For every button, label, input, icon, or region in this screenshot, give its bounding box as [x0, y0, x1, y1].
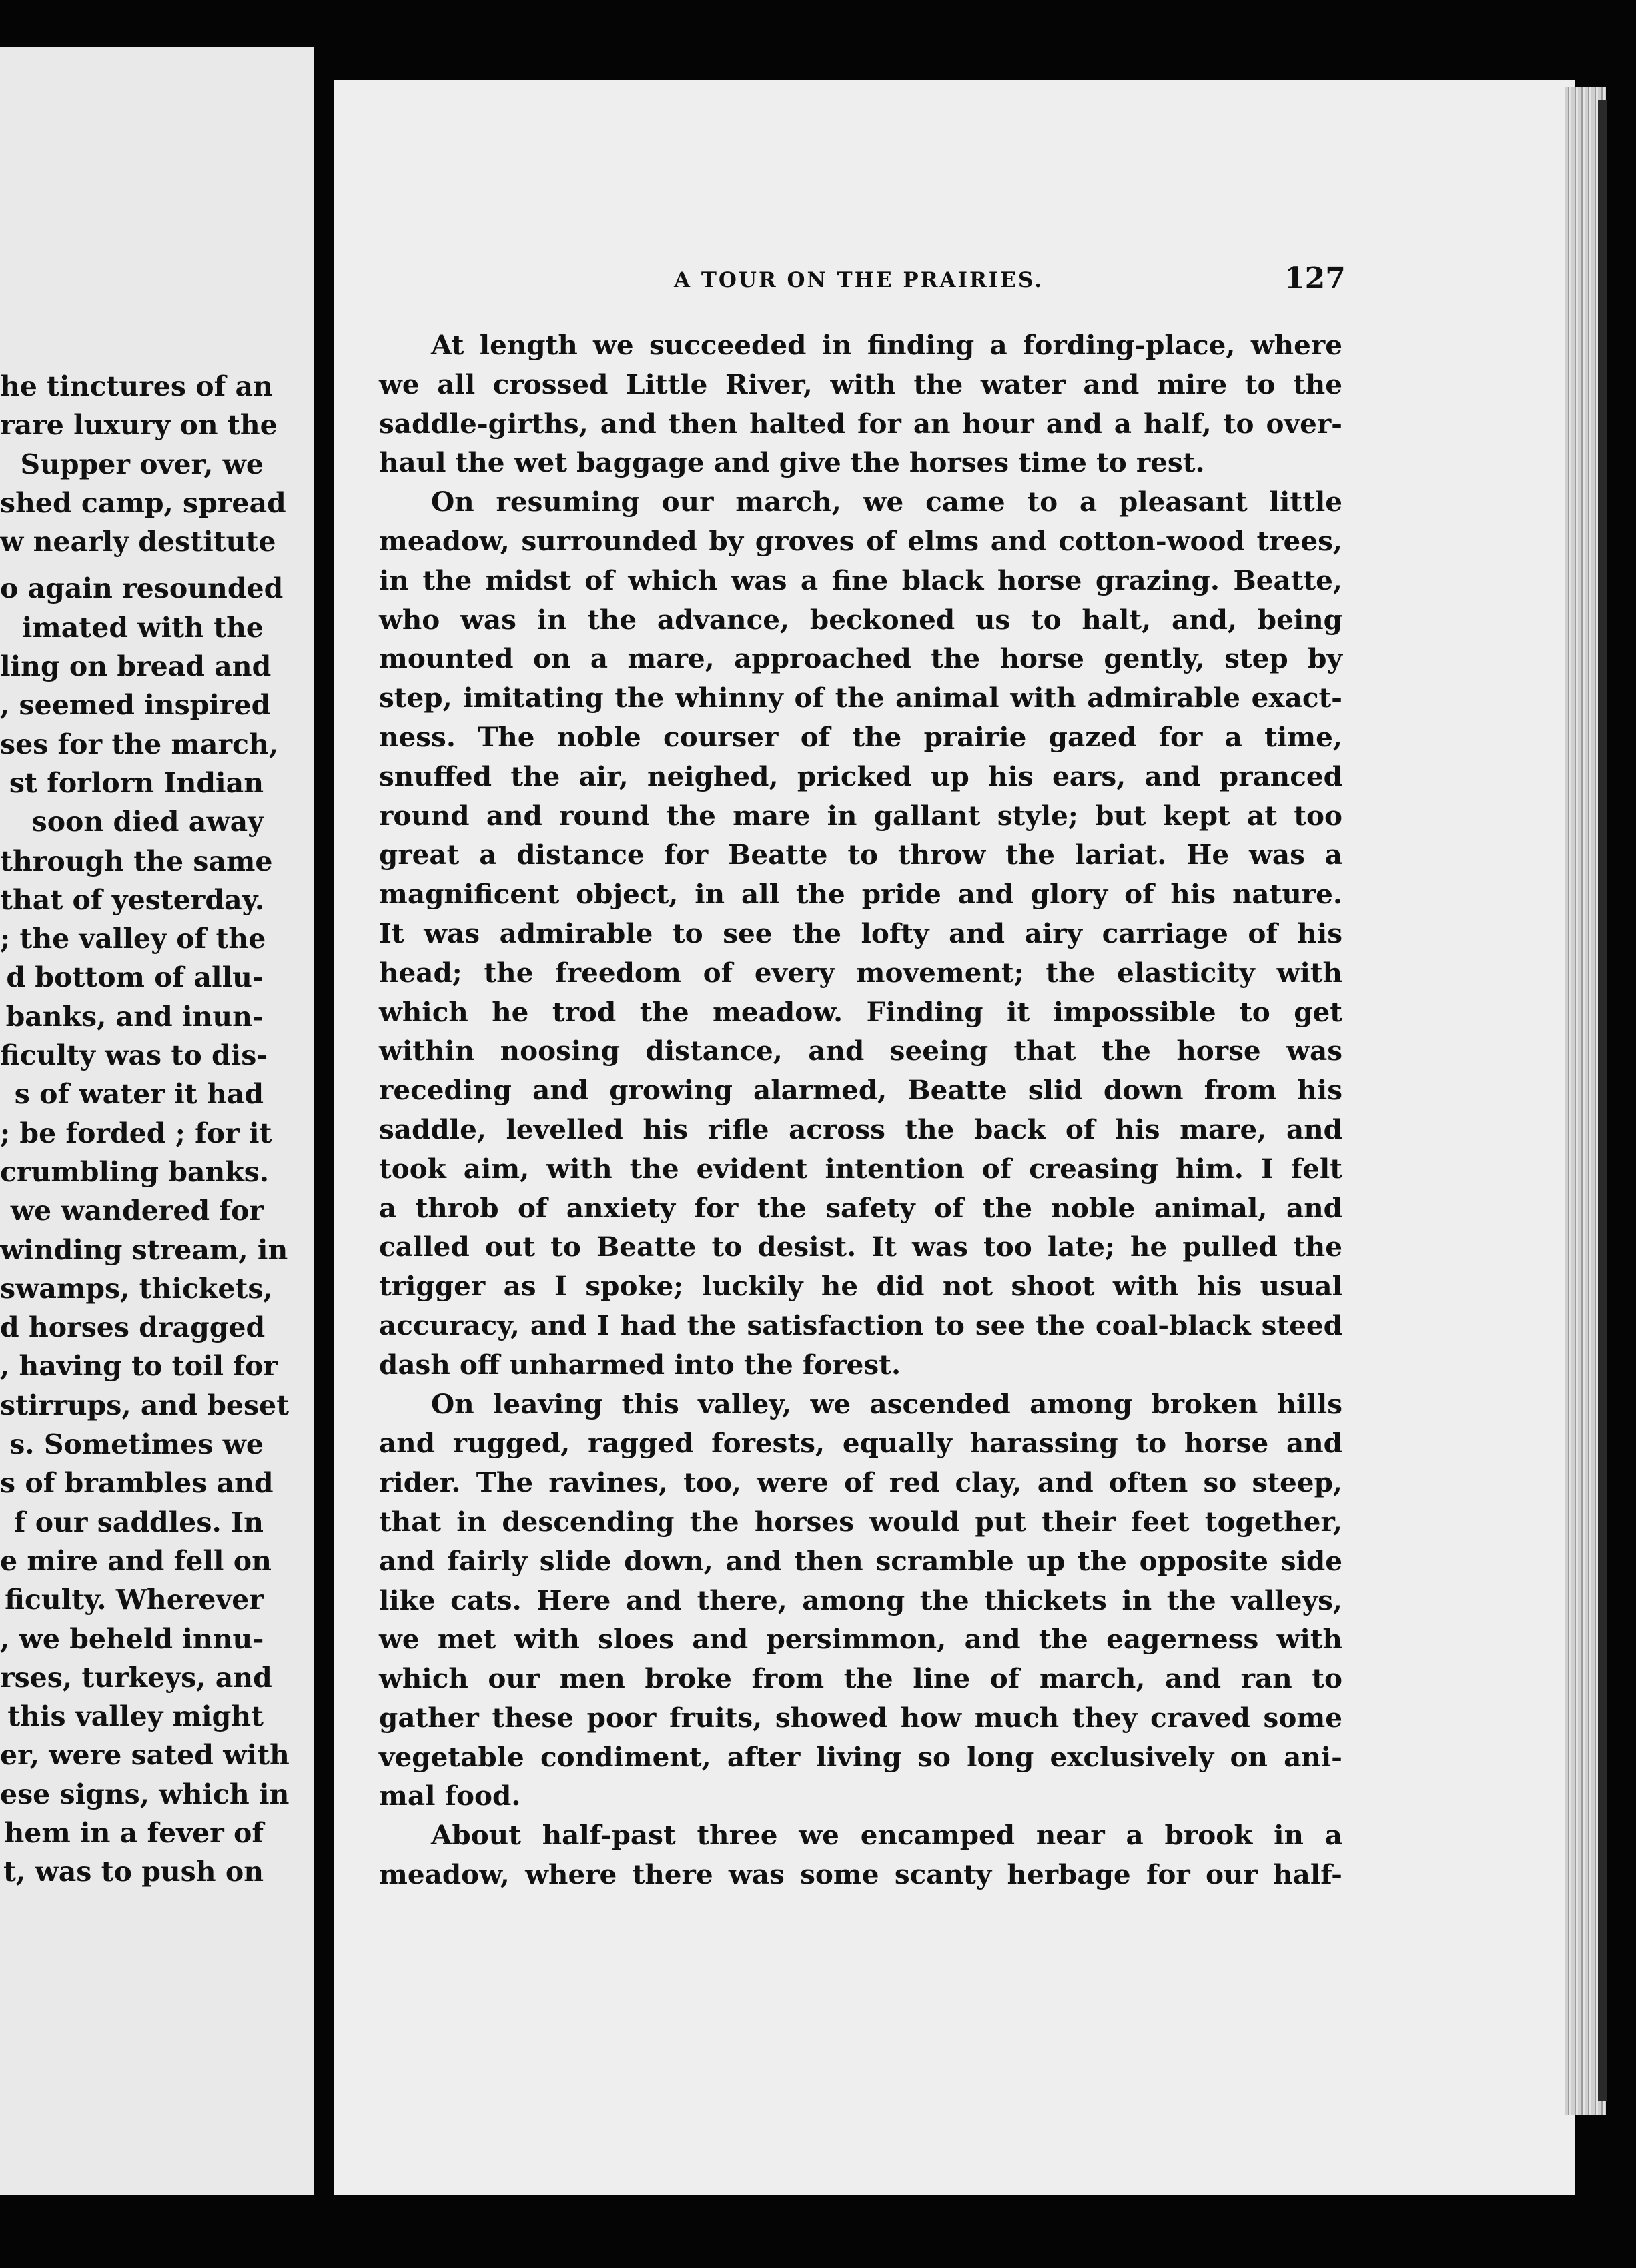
text-line: that of yesterday. [0, 883, 265, 916]
text-line: st forlorn Indian [9, 766, 264, 799]
text-line: w nearly destitute [0, 526, 276, 558]
text-line: he tinctures of an [0, 370, 273, 402]
text-line: rider. The ravines, too, were of red clay, and often so steep, [379, 1466, 1342, 1499]
text-line: round and round the mare in gallant style; but kept at too [379, 799, 1342, 832]
text-line: ; the valley of the [0, 923, 266, 955]
text-line: s. Sometimes we [9, 1428, 264, 1461]
text-line: hem in a fever of [4, 1816, 264, 1849]
text-line: and rugged, ragged forests, equally harassing to horse and [379, 1427, 1342, 1460]
text-line: saddle, levelled his rifle across the back of his mare, and [379, 1113, 1342, 1145]
text-line: er, were sated with [0, 1739, 290, 1772]
text-line: within noosing distance, and seeing that the horse was [379, 1035, 1342, 1067]
text-line: who was in the advance, beckoned us to halt, and, being [379, 603, 1342, 636]
text-line: rare luxury on the [0, 409, 278, 442]
text-line: ; be forded ; for it [0, 1117, 272, 1149]
text-line: About half-past three we encamped near a brook in a [431, 1819, 1342, 1852]
text-line: ling on bread and [0, 650, 272, 683]
text-line: meadow, where there was some scanty herbage for our half- [379, 1858, 1342, 1891]
text-line: called out to Beatte to desist. It was too late; he pulled the [379, 1231, 1342, 1263]
text-line: s of brambles and [0, 1467, 274, 1500]
body-text [379, 326, 1342, 1894]
text-line: we met with sloes and persimmon, and the eagerness with [379, 1623, 1342, 1656]
text-line: dash off unharmed into the forest. [379, 1348, 901, 1381]
text-line: we wandered for [10, 1195, 264, 1227]
page-number: 127 [1284, 261, 1346, 296]
text-line: receding and growing alarmed, Beatte slid down from his [379, 1074, 1342, 1107]
text-line: a throb of anxiety for the safety of the noble animal, and [379, 1191, 1342, 1224]
text-line: swamps, thickets, [0, 1272, 273, 1305]
text-line: this valley might [7, 1700, 264, 1733]
text-line: shed camp, spread [0, 486, 286, 519]
text-line [0, 561, 264, 569]
text-line: It was admirable to see the lofty and airy carriage of his [379, 917, 1342, 949]
text-line: that in descending the horses would put their feet together, [379, 1505, 1342, 1538]
text-line: in the midst of which was a fine black horse grazing. Beatte, [379, 564, 1342, 596]
text-line: , seemed inspired [0, 689, 271, 722]
text-line: rses, turkeys, and [0, 1661, 272, 1694]
text-line: On leaving this valley, we ascended among broken hills [431, 1387, 1342, 1420]
text-line: like cats. Here and there, among the thickets in the valleys, [379, 1584, 1342, 1616]
text-line: step, imitating the whinny of the animal with admirable exact- [379, 682, 1342, 714]
text-line: ese signs, which in [0, 1778, 290, 1810]
text-line: ficulty. Wherever [5, 1584, 264, 1616]
text-line: , having to toil for [0, 1350, 278, 1383]
text-line: stirrups, and beset [0, 1389, 290, 1422]
text-line: haul the wet baggage and give the horses time to rest. [379, 446, 1205, 479]
text-line: snuffed the air, neighed, pricked up his ears, and pranced [379, 760, 1342, 792]
text-line: o again resounded [0, 572, 284, 605]
text-line: winding stream, in [0, 1233, 288, 1266]
text-line: d bottom of allu- [6, 961, 264, 994]
text-line: saddle-girths, and then halted for an hour and a half, to over- [379, 407, 1342, 440]
text-line: , we beheld innu- [0, 1622, 264, 1655]
left-page-text [0, 367, 290, 1892]
text-line: trigger as I spoke; luckily he did not shoot with his usual [379, 1270, 1342, 1303]
text-line: head; the freedom of every movement; the elasticity with [379, 956, 1342, 989]
text-line: mounted on a mare, approached the horse gently, step by [379, 642, 1342, 675]
text-line: f our saddles. In [13, 1506, 264, 1538]
text-line: great a distance for Beatte to throw the lariat. He was a [379, 838, 1342, 871]
text-line: vegetable condiment, after living so long exclusively on ani- [379, 1740, 1342, 1773]
text-line: t, was to push on [3, 1856, 264, 1888]
text-line: through the same [0, 844, 273, 877]
text-line: e mire and fell on [0, 1544, 272, 1577]
text-line: ficulty was to dis- [0, 1039, 268, 1072]
text-line: meadow, surrounded by groves of elms and cotton-wood trees, [379, 524, 1342, 557]
running-head: A TOUR ON THE PRAIRIES. [674, 268, 1044, 292]
text-line: magnificent object, in all the pride and glory of his nature. [379, 878, 1342, 911]
text-line: gather these poor fruits, showed how much they craved some [379, 1701, 1342, 1734]
text-line: At length we succeeded in finding a fording-place, where [431, 329, 1342, 361]
text-line: d horses dragged [0, 1311, 266, 1344]
text-line: accuracy, and I had the satisfaction to see the coal-black steed [379, 1309, 1342, 1341]
text-line: and fairly slide down, and then scramble up the opposite side [379, 1544, 1342, 1577]
text-line: we all crossed Little River, with the water and mire to the [379, 368, 1342, 400]
text-line: On resuming our march, we came to a pleasant little [431, 486, 1342, 518]
text-line: Supper over, we [20, 448, 264, 480]
text-line: s of water it had [14, 1078, 264, 1111]
text-line: which our men broke from the line of march, and ran to [379, 1662, 1342, 1695]
text-line: took aim, with the evident intention of creasing him. I felt [379, 1152, 1342, 1185]
text-line: mal food. [379, 1780, 521, 1812]
text-line: imated with the [21, 611, 264, 644]
page-edge-shadow [1598, 100, 1607, 2101]
text-line: which he trod the meadow. Finding it impossible to get [379, 995, 1342, 1028]
text-line: crumbling banks. [0, 1155, 270, 1188]
text-line: ses for the march, [0, 728, 279, 760]
text-line: ness. The noble courser of the prairie gazed for a time, [379, 720, 1342, 753]
text-line: banks, and inun- [5, 1000, 264, 1033]
text-line: soon died away [31, 806, 264, 838]
left-page [0, 47, 314, 2195]
